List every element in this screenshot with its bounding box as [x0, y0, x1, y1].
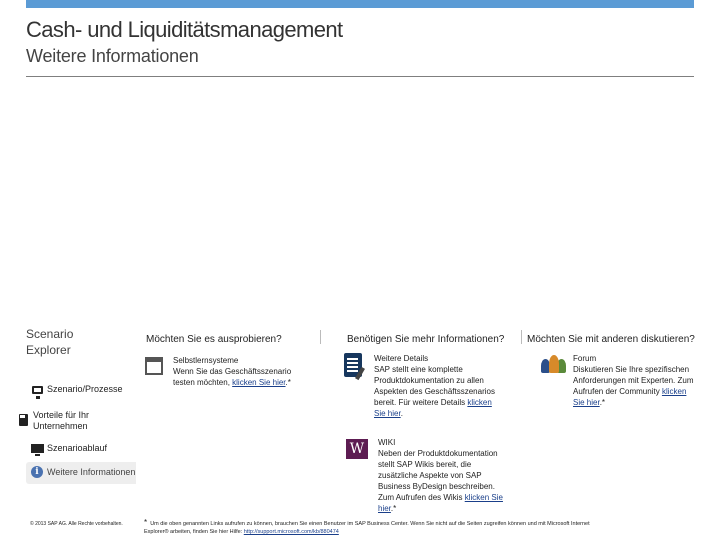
monitor-icon — [30, 444, 44, 453]
sidebar-title: Scenario Explorer — [26, 327, 74, 357]
window-icon — [145, 357, 163, 375]
copyright-text: © 2013 SAP AG. Alle Rechte vorbehalten. — [30, 521, 123, 527]
sidebar-item-label: Szenario/Prozesse — [47, 384, 123, 394]
calculator-icon — [16, 414, 30, 426]
sidebar-item-label: Szenarioablauf — [47, 443, 108, 453]
sidebar-item-label: Vorteile für Ihr Unternehmen — [33, 410, 90, 431]
wiki-link-cont[interactable]: hier — [378, 504, 391, 513]
info-icon: i — [30, 466, 44, 478]
self-learning-link[interactable]: klicken Sie hier — [232, 378, 286, 387]
forum-link[interactable]: klicken — [661, 387, 687, 396]
computer-icon — [30, 386, 44, 394]
header-divider — [26, 76, 694, 77]
document-icon — [344, 353, 366, 381]
sidebar-item-szenario-prozesse[interactable] — [30, 384, 123, 395]
forum-link-cont[interactable]: Sie hier — [573, 398, 600, 407]
self-learning-item: Selbstlernsysteme Wenn Sie das Geschäftsszenario testen möchten, klicken Sie hier.* — [145, 355, 291, 388]
forum-item: Forum Diskutieren Sie Ihre spezifischen Anforderungen mit Experten. Zum Aufrufen der Community klicken Sie hier.* — [541, 353, 694, 408]
sidebar-item-weitere-informationen[interactable] — [30, 466, 135, 478]
column-divider — [521, 330, 522, 344]
page-title: Cash- und Liquiditätsmanagement — [26, 17, 343, 42]
column-heading-info: Benötigen Sie mehr Informationen? — [347, 334, 505, 345]
sidebar-item-label: Weitere Informationen — [47, 466, 136, 477]
top-accent-bar — [26, 0, 694, 8]
wiki-icon: W — [346, 439, 368, 459]
details-link-cont[interactable]: Sie hier — [374, 409, 401, 418]
wiki-item: W WIKI Neben der Produktdokumentation stellt SAP Wikis bereit, die zusätzliche Aspekte von SAP Business ByDesign beschreiben. Zum Aufrufen des Wikis klicken Sie hier.* — [346, 437, 503, 514]
details-link[interactable]: klicken — [467, 398, 492, 407]
page-subtitle: Weitere Informationen — [26, 46, 199, 66]
microsoft-support-link[interactable]: http://support.microsoft.com/kb/880474 — [243, 529, 339, 535]
community-icon — [541, 353, 567, 375]
sidebar-item-szenarioablauf[interactable] — [30, 443, 107, 454]
sidebar-item-vorteile[interactable] — [30, 410, 89, 432]
column-heading-try: Möchten Sie es ausprobieren? — [146, 334, 282, 345]
details-item: Weitere Details SAP stellt eine komplette Produktdokumentation zu allen Aspekten des Geschäftsszenarios bereit. Für weitere Details klicken Sie hier. — [344, 353, 495, 419]
footnote: * Um die oben genannten Links aufrufen zu können, brauchen Sie einen Benutzer im SAP Business Center. Wenn Sie nicht auf die Seiten zugreifen können und mit Microsoft Internet Explorer® arbeiten, finden Sie hier Hilfe: http://support.microsoft.com/kb/880474 — [144, 518, 590, 535]
column-divider — [320, 330, 321, 344]
wiki-link[interactable]: klicken Sie — [464, 493, 503, 502]
column-heading-discuss: Möchten Sie mit anderen diskutieren? — [527, 334, 695, 345]
